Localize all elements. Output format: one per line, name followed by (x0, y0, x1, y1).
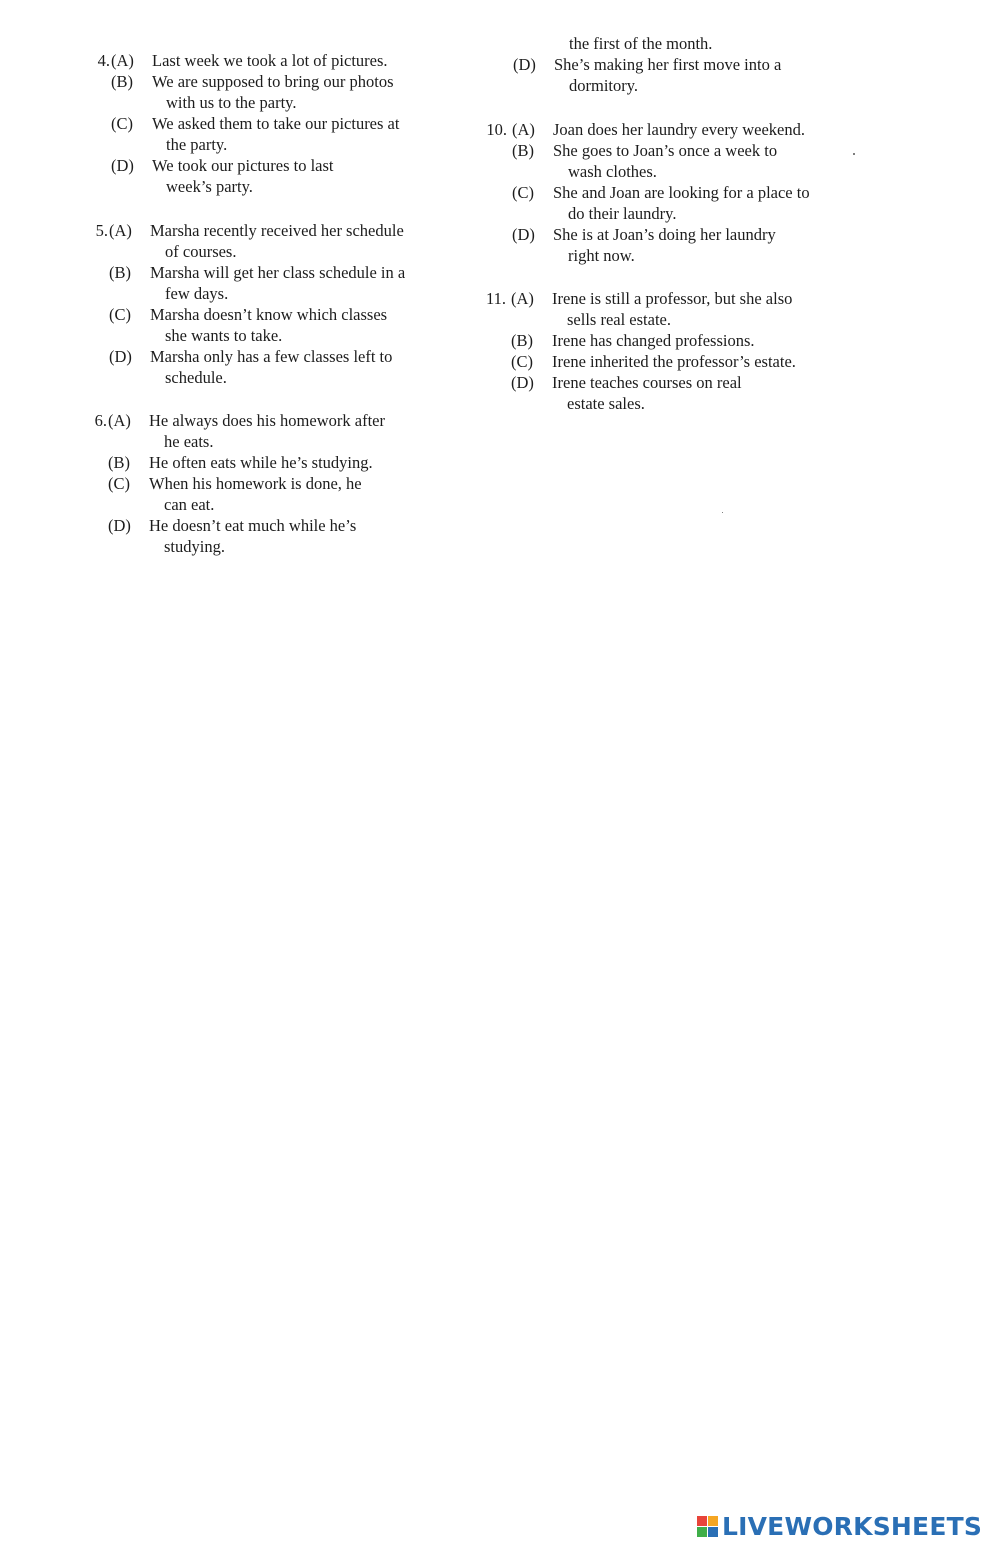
option-text: She’s making her first move into a (554, 55, 782, 74)
option-text-cont: sells real estate. (567, 310, 671, 329)
question-number: 10. (486, 120, 507, 139)
option-text-cont: right now. (568, 246, 635, 265)
option-text-cont: estate sales. (567, 394, 645, 413)
option-text: Irene inherited the professor’s estate. (552, 352, 796, 371)
question-number: 5. (95, 221, 108, 240)
option-a[interactable] (486, 288, 886, 330)
option-text-cont: of courses. (165, 242, 237, 261)
option-letter: (D) (111, 156, 134, 175)
scan-speck (853, 153, 855, 155)
option-c[interactable] (86, 113, 466, 155)
option-letter: (B) (511, 331, 533, 350)
option-c[interactable] (84, 304, 464, 346)
option-letter: (B) (512, 141, 534, 160)
option-text: She is at Joan’s doing her laundry (553, 225, 776, 244)
option-letter: (A) (512, 120, 535, 139)
option-text-cont: she wants to take. (165, 326, 283, 345)
question-number: 4. (97, 51, 110, 70)
option-a[interactable] (487, 119, 887, 140)
option-text: She goes to Joan’s once a week to (553, 141, 778, 160)
option-c[interactable] (83, 473, 463, 515)
question-number: 6. (94, 411, 107, 430)
option-text-cont: do their laundry. (568, 204, 677, 223)
option-text-cont: few days. (165, 284, 229, 303)
scan-speck (722, 512, 723, 513)
logo-block-blue (708, 1527, 718, 1537)
option-letter: (B) (108, 453, 130, 472)
option-letter: (D) (511, 373, 534, 392)
logo-block-red (697, 1516, 707, 1526)
option-text-cont: he eats. (164, 432, 214, 451)
option-text: Marsha will get her class schedule in a (150, 263, 406, 282)
option-text: Irene teaches courses on real (552, 373, 742, 392)
option-letter: (D) (513, 55, 536, 74)
option-text-cont: the party. (166, 135, 228, 154)
logo-block-green (697, 1527, 707, 1537)
option-text-cont: dormitory. (569, 76, 639, 95)
option-text: He doesn’t eat much while he’s (149, 516, 357, 535)
option-c[interactable] (486, 351, 886, 372)
option-text: We asked them to take our pictures at (152, 114, 400, 133)
option-text: Joan does her laundry every weekend. (553, 120, 805, 139)
option-text-cont: wash clothes. (568, 162, 657, 181)
option-b[interactable] (86, 71, 466, 113)
option-letter: (A) (109, 221, 132, 240)
option-letter: (C) (109, 305, 131, 324)
option-a[interactable] (83, 410, 463, 452)
option-letter: (C) (512, 183, 534, 202)
question-number: 11. (485, 289, 506, 308)
option-text-cont: week’s party. (166, 177, 253, 196)
option-text: Marsha doesn’t know which classes (150, 305, 388, 324)
option-d[interactable] (84, 346, 464, 388)
option-text: Marsha recently received her schedule (150, 221, 404, 240)
option-d[interactable] (486, 372, 886, 414)
option-letter: (B) (111, 72, 133, 91)
option-letter: (B) (109, 263, 131, 282)
option-text: He always does his homework after (149, 411, 385, 430)
option-text: Irene has changed professions. (552, 331, 755, 350)
option-d[interactable] (487, 224, 887, 266)
option-text-cont: studying. (164, 537, 225, 556)
option-b[interactable] (486, 330, 886, 351)
option-letter: (A) (111, 51, 134, 70)
option-b[interactable] (84, 262, 464, 304)
option-text-cont: can eat. (164, 495, 215, 514)
option-text-cont: with us to the party. (166, 93, 297, 112)
option-text: Irene is still a professor, but she also (552, 289, 793, 308)
option-text: Marsha only has a few classes left to (150, 347, 393, 366)
option-letter: (C) (511, 352, 533, 371)
option-d[interactable] (83, 515, 463, 557)
option-text: We took our pictures to last (152, 156, 334, 175)
logo-block-orange (708, 1516, 718, 1526)
option-a[interactable] (86, 50, 466, 71)
option-c[interactable] (487, 182, 887, 224)
option-text: She and Joan are looking for a place to (553, 183, 810, 202)
option-text-cont: schedule. (165, 368, 227, 387)
option-letter: (D) (108, 516, 131, 535)
option-c-text-cont: the first of the month. (569, 34, 713, 53)
option-letter: (C) (111, 114, 133, 133)
liveworksheets-logo-icon (697, 1516, 718, 1537)
option-letter: (D) (109, 347, 132, 366)
liveworksheets-logo (697, 1506, 982, 1546)
option-letter: (A) (108, 411, 131, 430)
option-a[interactable] (84, 220, 464, 262)
option-text: We are supposed to bring our photos (152, 72, 394, 91)
option-letter: (C) (108, 474, 130, 493)
option-text: He often eats while he’s studying. (149, 453, 373, 472)
option-b[interactable] (83, 452, 463, 473)
option-d[interactable] (86, 155, 466, 197)
option-text: Last week we took a lot of pictures. (152, 51, 388, 70)
option-b[interactable] (487, 140, 887, 182)
option-letter: (A) (511, 289, 534, 308)
option-text: When his homework is done, he (149, 474, 362, 493)
logo-text: LIVEWORKSHEETS (722, 1511, 983, 1541)
option-d[interactable] (488, 54, 888, 96)
option-letter: (D) (512, 225, 535, 244)
